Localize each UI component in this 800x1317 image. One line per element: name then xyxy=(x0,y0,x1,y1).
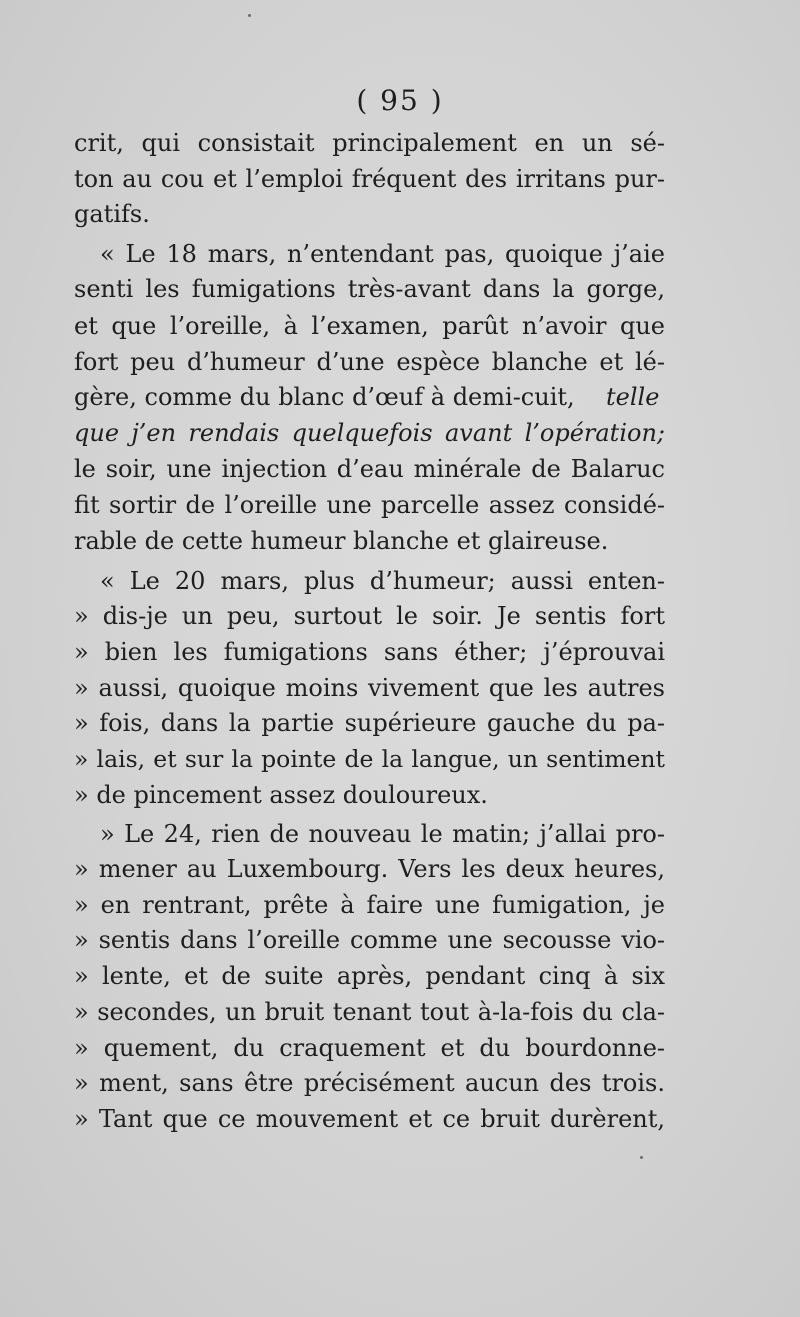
text-line: et que l’oreille, à l’examen, parût n’avoir que xyxy=(74,312,665,340)
text-line: » dis-je un peu, surtout le soir. Je sentis fort xyxy=(74,602,665,630)
text-line: » lente, et de suite après, pendant cinq à six xyxy=(74,962,665,990)
text-line: » mener au Luxembourg. Vers les deux heures, xyxy=(74,855,665,883)
text-line: » lais, et sur la pointe de la langue, un sentiment xyxy=(74,745,665,773)
text-line: » en rentrant, prête à faire une fumigation, je xyxy=(74,891,665,919)
italic-text-line: que j’en rendais quelquefois avant l’opération; xyxy=(74,419,665,447)
text-line: rable de cette humeur blanche et glaireuse. xyxy=(74,527,609,555)
text-line: gatifs. xyxy=(74,200,150,228)
text-line: » bien les fumigations sans éther; j’éprouvai xyxy=(74,638,665,666)
text-line: » quement, du craquement et du bourdonne- xyxy=(74,1034,665,1062)
text-line: gère, comme du blanc d’œuf à demi-cuit, xyxy=(74,383,575,411)
page-number: ( 95 ) xyxy=(356,84,444,117)
text-line: le soir, une injection d’eau minérale de Balaruc xyxy=(74,455,665,483)
text-line: « Le 20 mars, plus d’humeur; aussi enten- xyxy=(100,567,665,595)
text-line: » ment, sans être précisément aucun des trois. xyxy=(74,1069,665,1097)
text-line: fort peu d’humeur d’une espèce blanche et lé- xyxy=(74,348,665,376)
text-line: » de pincement assez douloureux. xyxy=(74,781,488,809)
text-line: » aussi, quoique moins vivement que les autres xyxy=(74,674,665,702)
text-line: » Le 24, rien de nouveau le matin; j’allai pro- xyxy=(100,820,665,848)
text-line: « Le 18 mars, n’entendant pas, quoique j’aie xyxy=(100,240,665,268)
text-line: » Tant que ce mouvement et ce bruit durèrent, xyxy=(74,1105,665,1133)
text-line: fit sortir de l’oreille une parcelle assez considé- xyxy=(74,491,665,519)
paper-speck xyxy=(640,1156,643,1159)
text-line: senti les fumigations très-avant dans la gorge, xyxy=(74,275,665,303)
text-line: » fois, dans la partie supérieure gauche du pa- xyxy=(74,709,665,737)
italic-text: telle xyxy=(606,383,660,411)
text-line: ton au cou et l’emploi fréquent des irritans pur- xyxy=(74,165,665,193)
text-line: » secondes, un bruit tenant tout à-la-fois du cla- xyxy=(74,998,665,1026)
paper-speck xyxy=(248,14,251,17)
text-line: » sentis dans l’oreille comme une secousse vio- xyxy=(74,926,665,954)
text-line: crit, qui consistait principalement en un sé- xyxy=(74,129,665,157)
